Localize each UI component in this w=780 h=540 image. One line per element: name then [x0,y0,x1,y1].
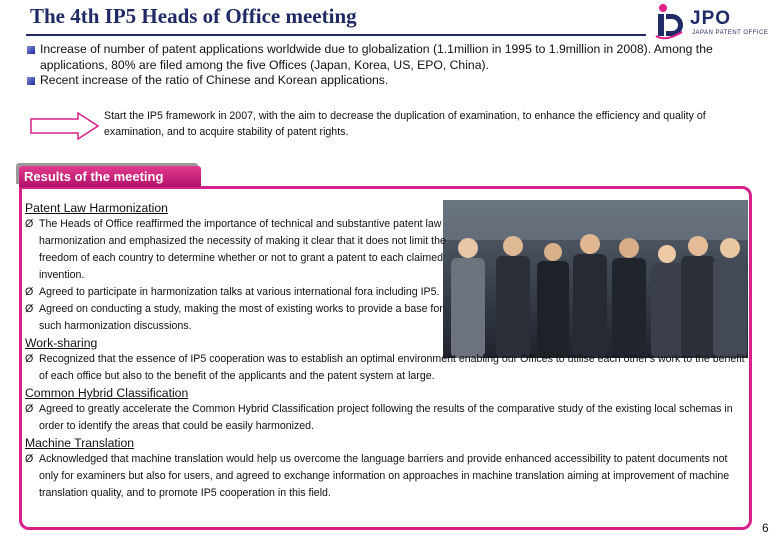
jpo-logo-mark-icon [654,2,686,40]
arrow-bullet-icon: Ø [25,286,34,298]
arrow-statement [30,108,770,144]
arrow-bullet-icon: Ø [25,403,34,415]
arrow-bullet-icon: Ø [25,218,34,230]
list-item: Ø The Heads of Office reaffirmed the importance of technical and substantive patent law harmonization and emphasized the necessity of making it clear that it does not limit the freedom of each country to determine whether or not to grant a patent to each claimed invention. [25,218,446,281]
list-item: Ø Agreed to participate in harmonization talks at various international fora including IP5. [25,284,449,301]
list-item: Ø Agreed to greatly accelerate the Common Hybrid Classification project following the results of the comparative study of the existing local schemas in order to identify the areas that could be easily harmonized. [25,403,733,432]
results-content [25,200,745,502]
section-classification [25,385,745,435]
list-item: Ø Acknowledged that machine translation would help us overcome the language barriers and provide enhanced accessibility to patent documents not only for examiners but also for users, and agreed to exchange information on approaches in machine translation aiming at improvement of machine translation quality, and to promote IP5 cooperation in this field. [25,453,730,499]
arrow-bullet-icon: Ø [25,353,34,365]
arrow-bullet-icon: Ø [25,453,34,465]
arrow-text: Start the IP5 framework in 2007, with the aim to decrease the duplication of examination, to enhance the efficiency and quality of examination, and to acquire stability of patent rights. [104,110,706,138]
section-patent-law [25,200,745,335]
section-heading: Work-sharing [25,336,98,350]
right-arrow-icon [30,112,100,140]
page-title: The 4th IP5 Heads of Office meeting [30,4,357,28]
results-tab: Results of the meeting [19,166,201,187]
title-underline [26,34,646,36]
intro-bullet: Recent increase of the ratio of Chinese and Korean applications. [26,73,766,89]
list-item: Ø Recognized that the essence of IP5 cooperation was to establish an optimal environment enabling our Offices to utilise each other's work to the benefit of each office but also to the benefit of the applicants and the patent system at large. [25,353,745,382]
section-machine-translation [25,435,745,502]
list-item: Ø Agreed on conducting a study, making the most of existing works to provide a base for such harmonization discussions. [25,303,443,332]
arrow-bullet-icon: Ø [25,303,34,315]
intro-bullet: Increase of number of patent applications worldwide due to globalization (1.1million in 1995 to 1.9million in 2008). Among the applications, 80% are filed among the five Offices (Japan, Korea, US, EPO, China). [26,42,766,73]
jpo-logo [652,2,778,42]
section-heading: Patent Law Harmonization [25,201,168,215]
section-work-sharing [25,335,745,385]
page-number: 6 [762,521,769,535]
logo-subtitle: JAPAN PATENT OFFICE [692,30,769,36]
section-heading: Machine Translation [25,436,135,450]
logo-text: JPO [690,8,732,29]
intro-bullets [26,42,766,89]
section-heading: Common Hybrid Classification [25,386,189,400]
